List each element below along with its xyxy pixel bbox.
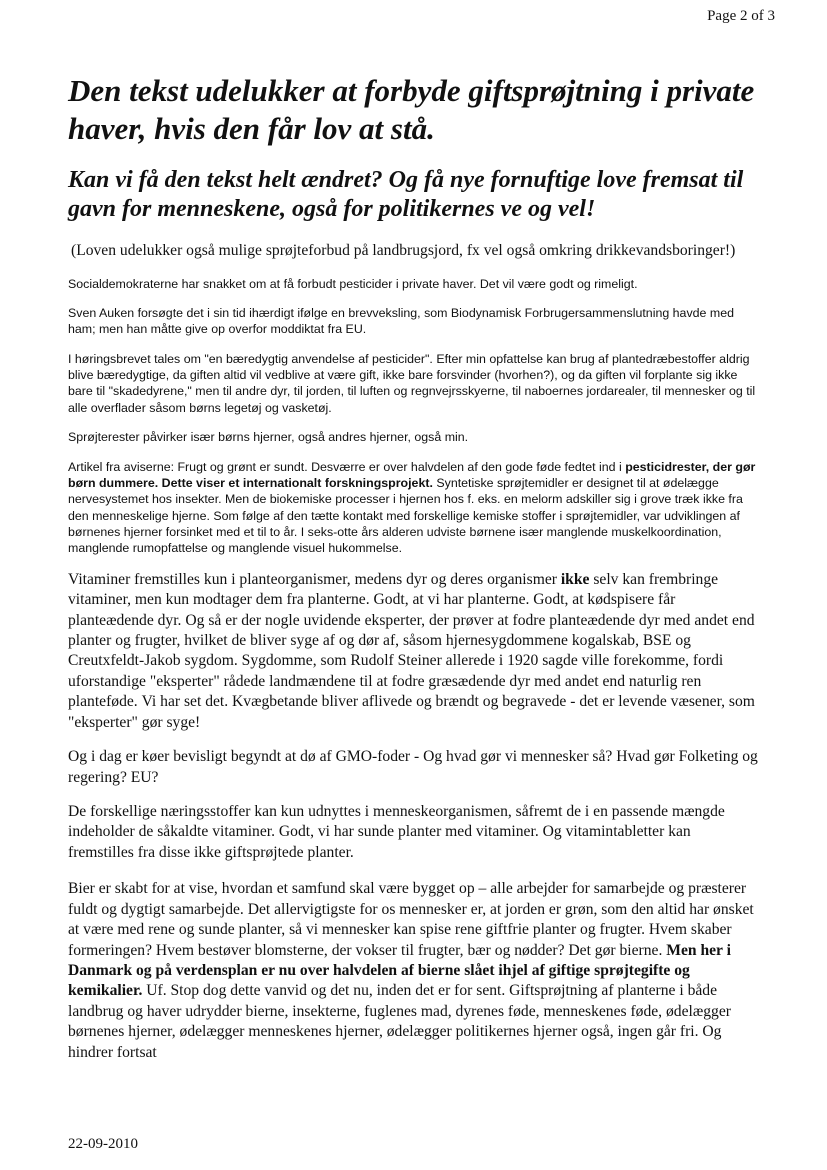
- vitamins-text-end: selv kan frembringe vitaminer, men kun modtager dem fra planterne. Godt, at vi har planterne. Godt, at kødspisere får planteædende dyr. Og så er der nogle uvidende eksperter, der prøver at fodre planteædende dyr med andet end planter og frugter, hvilket de bliver syge af og dør af, såsom hjernesygdommene kogalskab, BSE og Creutxfeldt-Jakob sygdom. Sygdomme, som Rudolf Steiner allerede i 1920 sagde ville forekomme, fordi uforstandige "eksperter" rådede landmændene til at fodre græsædende dyr med andet end naturlig ren plantefødе. Vi har set det. Kvægbetande bliver aflivede og brændt og begravede - det er levende væsener, som "eksperter" gør syge!: [68, 570, 755, 731]
- article-text-end: Syntetiske sprøjtemidler er designet til at ødelægge nervesystemet hos insekter. Men de biokemiske processer i hjernen hos f. eks. en melorm adskiller sig i grove træk ikke fra den menneskelige hjerne. Som følge af den tætte kontakt med forskellige kemiske stoffer i sprøjtemidler, var udviklingen af børnenes hjerner forsinket med et til to år. I seks-otte års alderen udviste børnene især manglende muskelkoordination, manglende rumopfattelse og manglende visuel hukommelse.: [68, 475, 743, 556]
- document-title: Den tekst udelukker at forbyde giftsprøjtning i private haver, hvis den får lov at stå.: [68, 73, 755, 146]
- footer-date: 22-09-2010: [68, 1136, 138, 1152]
- document-subtitle: Kan vi få den tekst helt ændret? Og få nye fornuftige love fremsat til gavn for menneskene, også for politikernes ve og vel!: [68, 166, 744, 223]
- paragraph-residues: Sprøjterester påvirker især børns hjerner, også andres hjerner, også min.: [68, 430, 469, 445]
- paragraph-bees: [68, 879, 758, 1063]
- paragraph-hearing-letter: I høringsbrevet tales om "en bæredygtig anvendelse af pesticider". Efter min opfattelse kan brug af plantedræbestoffer aldrig blive bæredygtige, da giften altid vil vedblive at være gift, ikke bare forsvinder (hvorhen?), og da giften vil forplante sig ikke bare til "skadedyrene," men til andre dyr, til jorden, til luften og regnvejrsskyerne, til naboernes jordarealer, til mennesker og til alle overflader såsom børns legetøj og vasketøj.: [68, 351, 756, 415]
- document-body: [68, 72, 758, 1077]
- vitamins-text-bold: ikke: [560, 570, 590, 588]
- paragraph-law-note: (Loven udelukker også mulige sprøjteforbud på landbrugsjord, fx vel også omkring drikkevandsboringer!): [71, 242, 736, 260]
- bees-text-end: Uf. Stop dog dette vanvid og det nu, inden det er for sent. Giftsprøjtning af planterne i både landbrug og haver udrydder bierne, insekterne, fuglenes mad, dyrenes føde, menneskenes føde, ødelægger børnenes hjerner, ødelægger menneskenes hjerner, ødelægger politikernes hjerner også, ingen går fri. Og hindrer fortsat: [68, 982, 731, 1061]
- paragraph-vitamins: [68, 570, 758, 733]
- bees-text-start: Bier er skabt for at vise, hvordan et samfund skal være bygget op – alle arbejder for samarbejde og præsterer fuldt og dygtigt samarbejde. Det allervigtigste for os mennesker er, at jorden er grøn, som den altid har ønsket at være med rene og sunde planter, så vi mennesker kan spise rene giftfrie planter og frugter. Hvem skaber formeringen? Hvem bestøver blomsterne, der vokser til frugter, bær og nødder? Det gør bierne.: [68, 880, 754, 959]
- bees-text-bold: Men her i Danmark og på verdensplan er nu over halvdelen af bierne slået ihjel af giftige sprøjtegifte og kemikalier.: [68, 941, 731, 1000]
- paragraph-article: [68, 459, 758, 557]
- paragraph-sven-auken: Sven Auken forsøgte det i sin tid ihærdigt ifølge en brevveksling, som Biodynamisk Forbrugersammenslutning havde med ham; men han måtte give op overfor moddiktat fra EU.: [68, 305, 734, 337]
- page-number: Page 2 of 3: [707, 8, 775, 24]
- paragraph-nutrients: De forskellige næringsstoffer kan kun udnyttes i menneskeorganismen, såfremt de i en passende mængde indeholder de såkaldte vitaminer. Godt, vi har sunde planter med vitaminer. Og vitamintabletter kan fremstilles fra disse ikke giftsprøjtede planter.: [68, 803, 725, 861]
- article-text-bold: pesticidrester, der gør børn dummere. Dette viser et internationalt forskningsprojekt.: [68, 459, 756, 490]
- paragraph-gmo: Og i dag er køer bevisligt begyndt at dø af GMO-foder - Og hvad gør vi mennesker så? Hvad gør Folketing og regering? EU?: [68, 748, 758, 786]
- vitamins-text-start: Vitaminer fremstilles kun i planteorganismer, medens dyr og deres organismer: [68, 570, 561, 588]
- article-text-start: Artikel fra aviserne: Frugt og grønt er sundt. Desværre er over halvdelen af den gode føde fedtet ind i: [68, 459, 626, 474]
- paragraph-social-democrats: Socialdemokraterne har snakket om at få forbudt pesticider i private haver. Det vil være godt og rimeligt.: [68, 276, 638, 291]
